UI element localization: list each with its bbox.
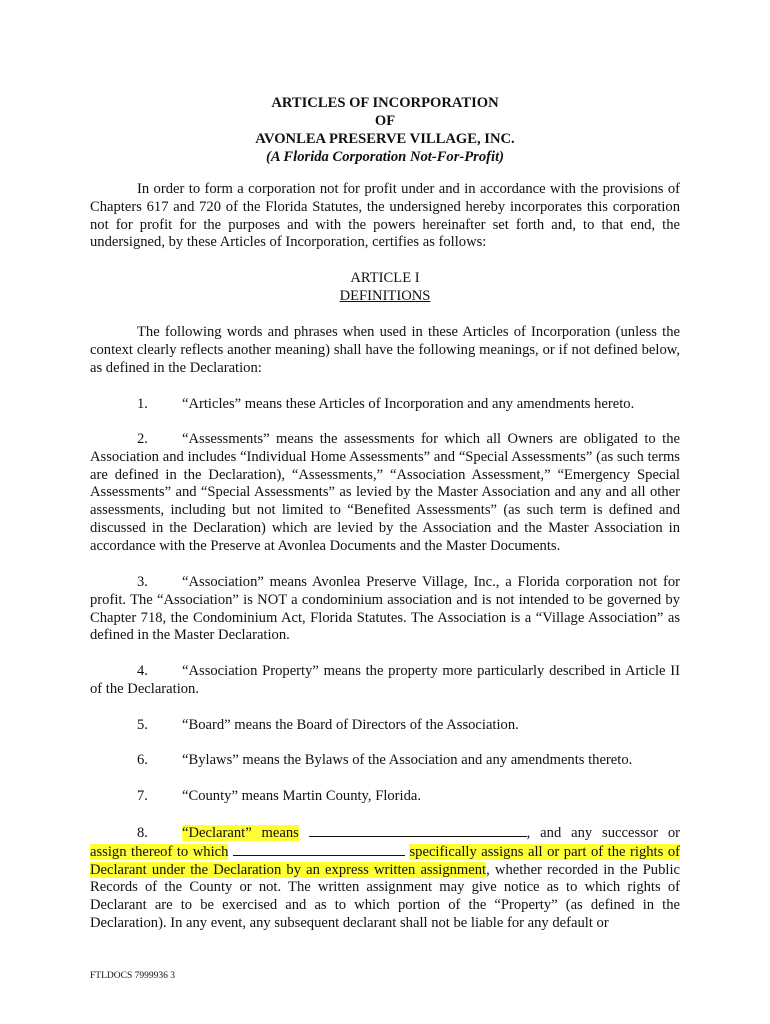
definition-item — [90, 663, 680, 699]
definition-item — [90, 431, 680, 556]
definition-text: , and any successor or — [526, 825, 680, 841]
article-title-text: DEFINITIONS — [339, 288, 431, 304]
title-line-3: AVONLEA PRESERVE VILLAGE, INC. — [255, 131, 515, 147]
definition-text: “County” means Martin County, Florida. — [182, 788, 422, 804]
title-subtitle: (A Florida Corporation Not-For-Profit) — [266, 149, 504, 165]
definition-number: 8. — [137, 825, 148, 841]
definition-item — [90, 717, 680, 735]
definition-item-declarant — [90, 824, 680, 933]
definition-number: 6. — [137, 752, 148, 768]
definition-number: 2. — [137, 431, 148, 447]
definition-number: 4. — [137, 663, 148, 679]
definition-text: , whether recorded in the Public Records of the County or not. The written assignment may give notice as to which rights of Declarant are to be exercised and as to which portion of the “Property” (as defined in the Declaration). In any event, any subsequent declarant shall not be liable for any default or — [90, 861, 680, 931]
definition-text: “Articles” means these Articles of Incorporation and any amendments hereto. — [182, 396, 635, 412]
definition-number: 5. — [137, 717, 148, 733]
definition-number: 3. — [137, 574, 148, 590]
definition-item — [90, 574, 680, 645]
highlighted-text: assign thereof to which — [90, 843, 229, 860]
title-line-2: OF — [374, 113, 396, 129]
title-line-1: ARTICLES OF INCORPORATION — [271, 95, 499, 111]
definition-text: “Assessments” means the assessments for which all Owners are obligated to the Association and includes “Individual Home Assessments” and “Special Assessments” (as such terms are defined in the Declaration), “Assessments,” “Association Assessment,” “Emergency Special Assessments” and “Special Assessments” as levied by the Master Association and any and all other assessments, including but not limited to “Benefited Assessments” (as such term is defined and discussed in the Declaration) which are levied by the Association and the Master Association in accordance with the Preserve at Avonlea Documents and the Master Documents. — [90, 431, 680, 554]
article-title — [0, 288, 770, 306]
definition-text: “Board” means the Board of Directors of the Association. — [182, 717, 519, 733]
definition-text: “Bylaws” means the Bylaws of the Association and any amendments thereto. — [182, 752, 633, 768]
blank-line — [309, 824, 527, 837]
definition-number: 1. — [137, 396, 148, 412]
definition-item — [90, 752, 680, 770]
intro-paragraph: In order to form a corporation not for profit under and in accordance with the provisions of Chapters 617 and 720 of the Florida Statutes, the undersigned hereby incorporates this corporation not for profit for the purposes and with the powers hereinafter set forth and, to that end, the undersigned, by these Articles of Incorporation, certifies as follows: — [90, 181, 680, 251]
article-lead-paragraph: The following words and phrases when used in these Articles of Incorporation (unless the context clearly reflects another meaning) shall have the following meanings, or if not defined below, as defined in the Declaration: — [90, 324, 680, 376]
definition-item — [90, 396, 680, 414]
blank-line — [233, 843, 405, 856]
definition-item — [90, 788, 680, 806]
definition-text: “Association Property” means the property more particularly described in Article II of the Declaration. — [90, 663, 680, 697]
definition-text: “Association” means Avonlea Preserve Village, Inc., a Florida corporation not for profit. The “Association” is NOT a condominium association and is not intended to be governed by Chapter 718, the Condominium Act, Florida Statutes. The Association is a “Village Association” as defined in the Master Declaration. — [90, 574, 680, 644]
footer-doc-id: FTLDOCS 7999936 3 — [90, 971, 175, 981]
article-number: ARTICLE I — [350, 270, 420, 286]
highlighted-text: specifically assigns all or part of the rights of Declarant under the Declaration by an express written assignment — [90, 843, 680, 878]
definition-number: 7. — [137, 788, 148, 804]
highlighted-text: “Declarant” means — [182, 825, 299, 841]
